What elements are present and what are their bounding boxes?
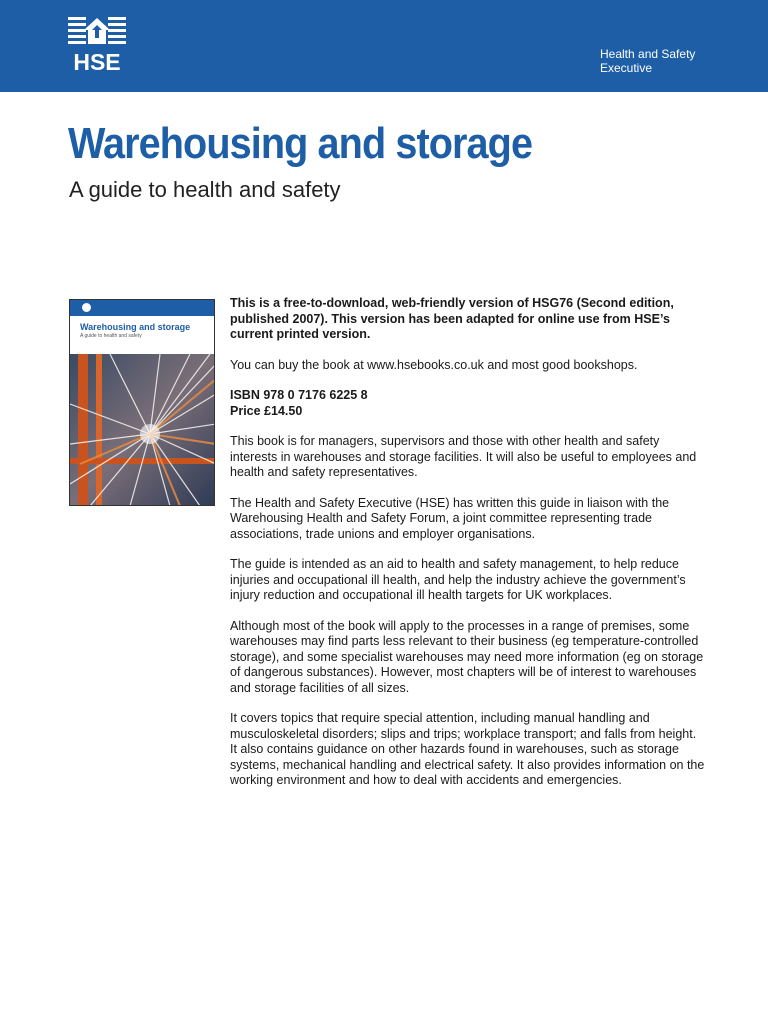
price-text: Price £14.50 (230, 403, 303, 418)
cover-header-band (70, 300, 215, 316)
authorship-paragraph: The Health and Safety Executive (HSE) has written this guide in liaison with the Warehousing Health and Safety Forum, a joint committee representing trade associations, trade unions and employer organisations. (230, 495, 670, 541)
logo-text: HSE (73, 49, 121, 75)
scope-paragraph: Although most of the book will apply to the processes in a range of premises, some warehouses may find parts less relevant to their business (eg temperature-controlled storage), and some specialist warehouses may need more information (eg on storage of dangerous substances). However, most chapters will be of interest to warehouses and storage facilities of all sizes. (230, 618, 704, 695)
description-text (230, 296, 705, 804)
organisation-name-line1: Health and Safety (600, 47, 696, 61)
page-subtitle: A guide to health and safety (69, 177, 341, 202)
purchase-paragraph: You can buy the book at www.hsebooks.co.uk and most good bookshops. (230, 357, 638, 372)
topics-paragraph: It covers topics that require special attention, including manual handling and musculoskeletal disorders; slips and trips; workplace transport; and falls from height. It also contains guidance on other hazards found in warehouses, such as storage systems, mechanical handling and electrical safety. It also provides information on the working environment and how to deal with accidents and emergencies. (230, 711, 705, 787)
purpose-paragraph: The guide is intended as an aid to health and safety management, to help reduce injuries and occupational ill health, and help the industry achieve the government’s injury reduction and occupational ill health targets for UK workplaces. (230, 557, 686, 602)
header-band (0, 0, 768, 92)
isbn-price-block (230, 388, 705, 419)
intro-paragraph: This is a free-to-download, web-friendly version of HSG76 (Second edition, published 2007). This version has been adapted for online use from HSE’s current printed version. (230, 296, 674, 341)
cover-title: Warehousing and storage (80, 322, 191, 332)
organisation-name-line2: Executive (600, 61, 653, 75)
page-title: Warehousing and storage (68, 119, 533, 168)
isbn-text: ISBN 978 0 7176 6225 8 (230, 388, 368, 402)
organisation-name (600, 47, 740, 75)
book-cover-image (69, 299, 215, 506)
audience-paragraph: This book is for managers, supervisors and those with other health and safety interests in warehouses and storage facilities. It will also be useful to employees and health and safety representatives. (230, 434, 697, 479)
cover-subtitle: A guide to health and safety (80, 333, 142, 339)
cover-logo-icon (82, 303, 91, 312)
cover-artwork (70, 354, 215, 506)
